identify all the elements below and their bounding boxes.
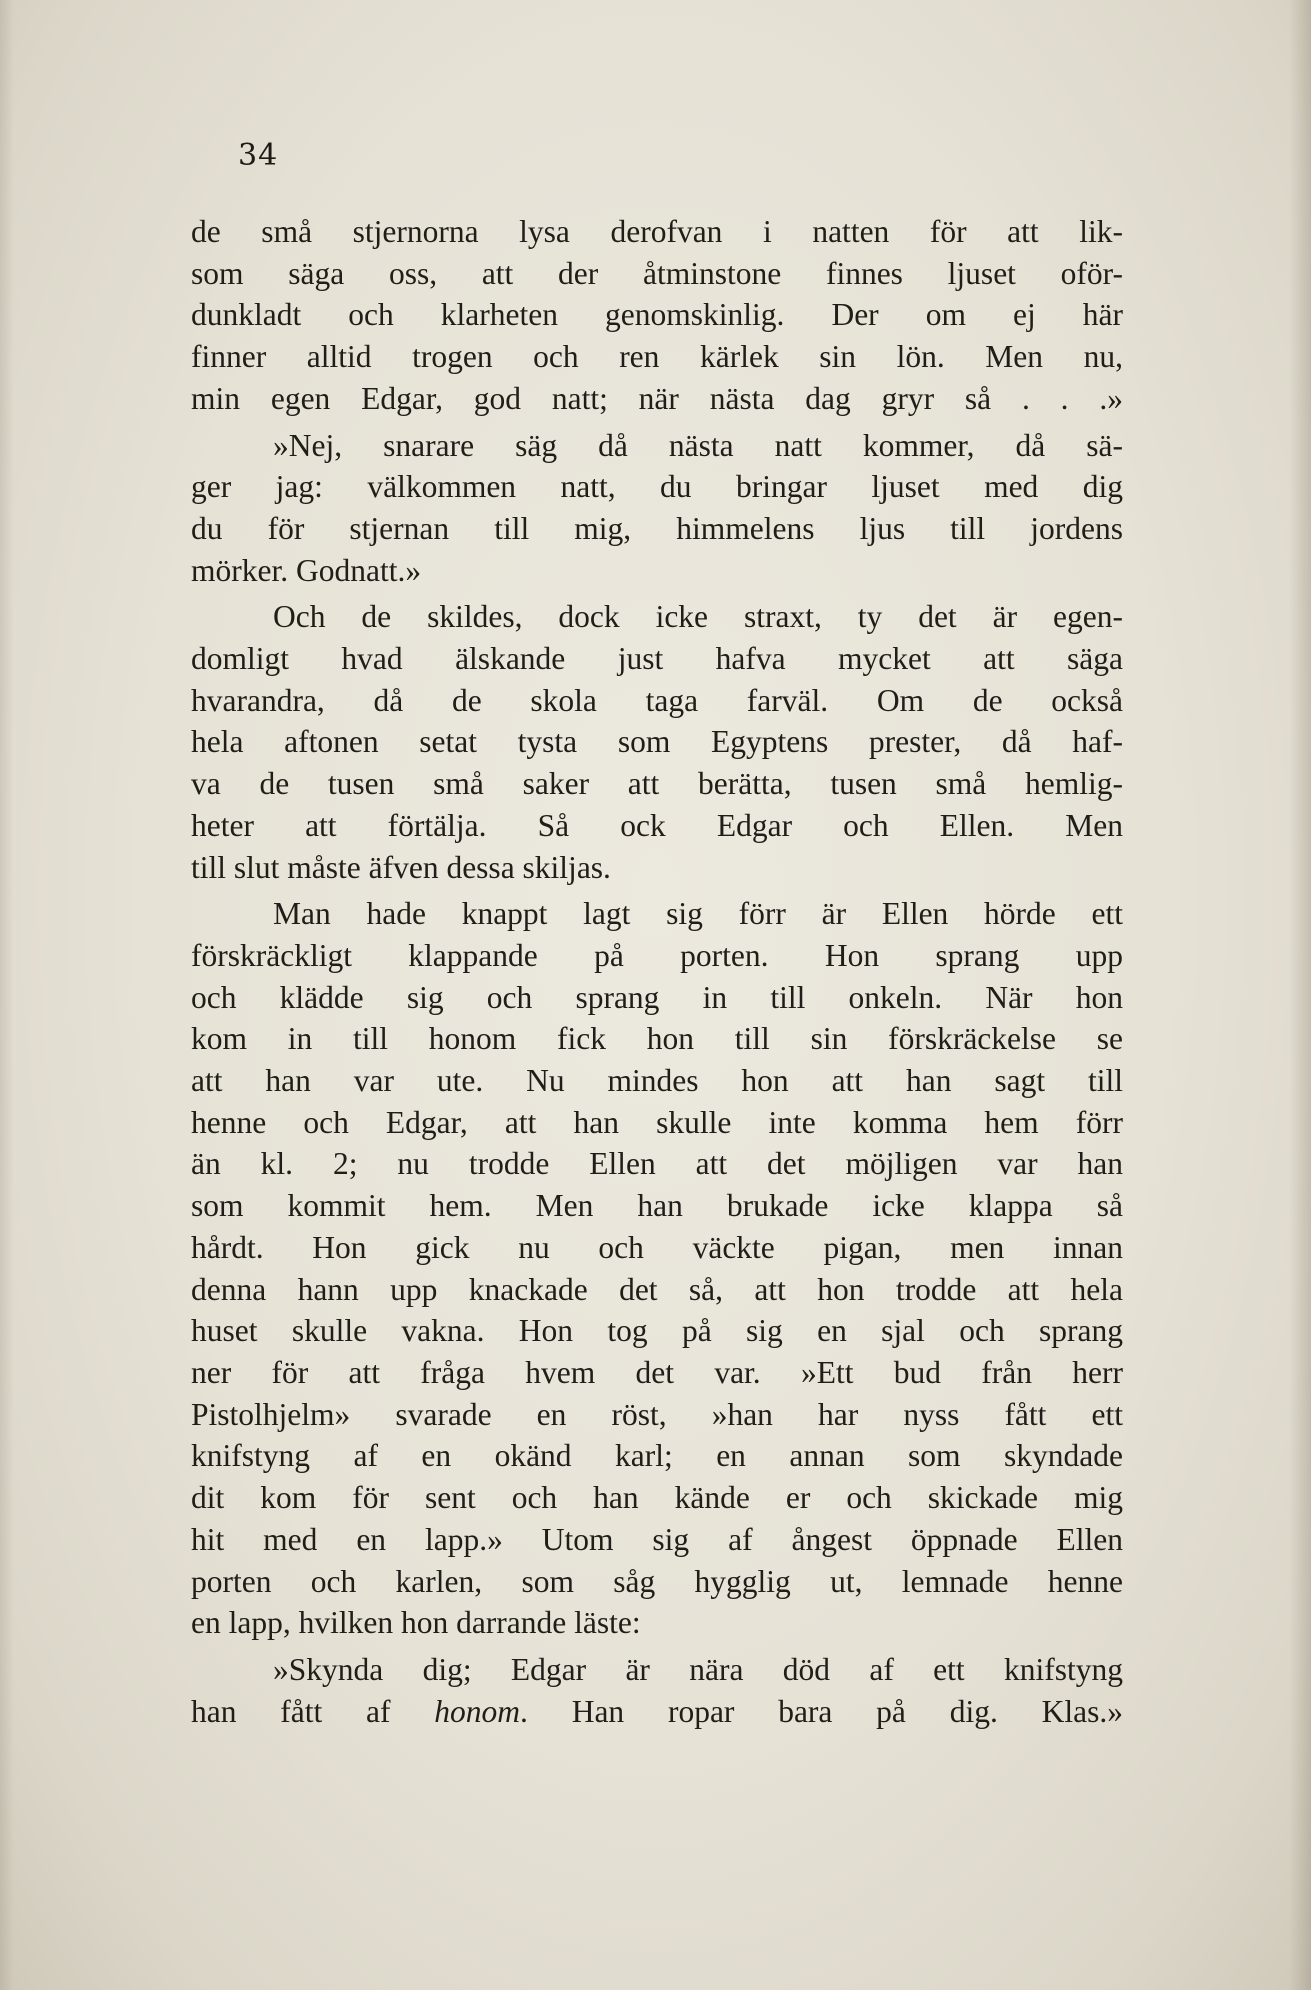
text-line: »Skynda dig; Edgar är nära död af ett knifstyng: [273, 1651, 1123, 1687]
text-line: till slut måste äfven dessa skiljas.: [191, 849, 611, 885]
text-line: och klädde sig och sprang in till onkeln. När hon: [191, 979, 1123, 1015]
text-line: hvarandra, då de skola taga farväl. Om de också: [191, 682, 1123, 718]
text-line: som kommit hem. Men han brukade icke klappa så: [191, 1188, 1123, 1224]
text-line: hela aftonen setat tysta som Egyptens prester, då haf-: [191, 724, 1123, 760]
text-line: denna hann upp knackade det så, att hon trodde att hela: [191, 1271, 1123, 1307]
text-run: han fått af: [191, 1693, 435, 1729]
text-run: . Han ropar bara på dig. Klas.»: [520, 1693, 1123, 1729]
text-line: att han var ute. Nu mindes hon att han sagt till: [191, 1063, 1123, 1099]
text-line: hit med en lapp.» Utom sig af ångest öppnade Ellen: [191, 1521, 1123, 1557]
text-line: heter att förtälja. Så ock Edgar och Ellen. Men: [191, 807, 1123, 843]
text-line: »Nej, snarare säg då nästa natt kommer, då sä-: [273, 427, 1123, 463]
paragraph-3: [191, 596, 1123, 888]
text-line: min egen Edgar, god natt; när nästa dag gryr så . . .»: [191, 380, 1123, 416]
page-edge-left: [0, 0, 14, 1990]
text-line: ner för att fråga hvem det var. »Ett bud från herr: [191, 1354, 1123, 1390]
paragraph-1: [191, 211, 1123, 420]
text-line: kom in till honom fick hon till sin förskräckelse se: [191, 1021, 1123, 1057]
paragraph-2: [191, 425, 1123, 592]
text-line: Och de skildes, dock icke straxt, ty det är egen-: [273, 599, 1123, 635]
text-line-final: [191, 1691, 1123, 1733]
text-line: Pistolhjelm» svarade en röst, »han har nyss fått ett: [191, 1396, 1123, 1432]
text-line: huset skulle vakna. Hon tog på sig en sjal och sprang: [191, 1313, 1123, 1349]
text-line: finner alltid trogen och ren kärlek sin lön. Men nu,: [191, 339, 1123, 375]
text-line: domligt hvad älskande just hafva mycket att säga: [191, 641, 1123, 677]
text-line: hårdt. Hon gick nu och väckte pigan, men innan: [191, 1229, 1123, 1265]
page-number: 34: [238, 138, 279, 173]
paragraph-4: [191, 893, 1123, 1644]
text-line: dit kom för sent och han kände er och skickade mig: [191, 1480, 1123, 1516]
text-line: du för stjernan till mig, himmelens ljus till jordens: [191, 510, 1123, 546]
text-line: knifstyng af en okänd karl; en annan som skyndade: [191, 1438, 1123, 1474]
text-line: henne och Edgar, att han skulle inte komma hem förr: [191, 1104, 1123, 1140]
text-line: en lapp, hvilken hon darrande läste:: [191, 1605, 641, 1641]
body-text: [191, 211, 1123, 1732]
text-line: de små stjernorna lysa derofvan i natten för att lik-: [191, 214, 1123, 249]
text-line: förskräckligt klappande på porten. Hon sprang upp: [191, 937, 1123, 973]
paragraph-5: [191, 1649, 1123, 1732]
text-line: mörker. Godnatt.»: [191, 552, 422, 588]
text-line: Man hade knappt lagt sig förr är Ellen hörde ett: [273, 896, 1123, 932]
text-line: porten och karlen, som såg hygglig ut, lemnade henne: [191, 1563, 1123, 1599]
page-edge-right: [1289, 0, 1311, 1990]
text-line: va de tusen små saker att berätta, tusen små hemlig-: [191, 766, 1123, 802]
text-line: dunkladt och klarheten genomskinlig. Der om ej här: [191, 297, 1123, 333]
text-line: som säga oss, att der åtminstone finnes ljuset oför-: [191, 255, 1123, 291]
text-line: ger jag: välkommen natt, du bringar ljuset med dig: [191, 469, 1123, 505]
text-line: än kl. 2; nu trodde Ellen att det möjligen var han: [191, 1146, 1123, 1182]
italic-word: honom: [434, 1693, 521, 1729]
